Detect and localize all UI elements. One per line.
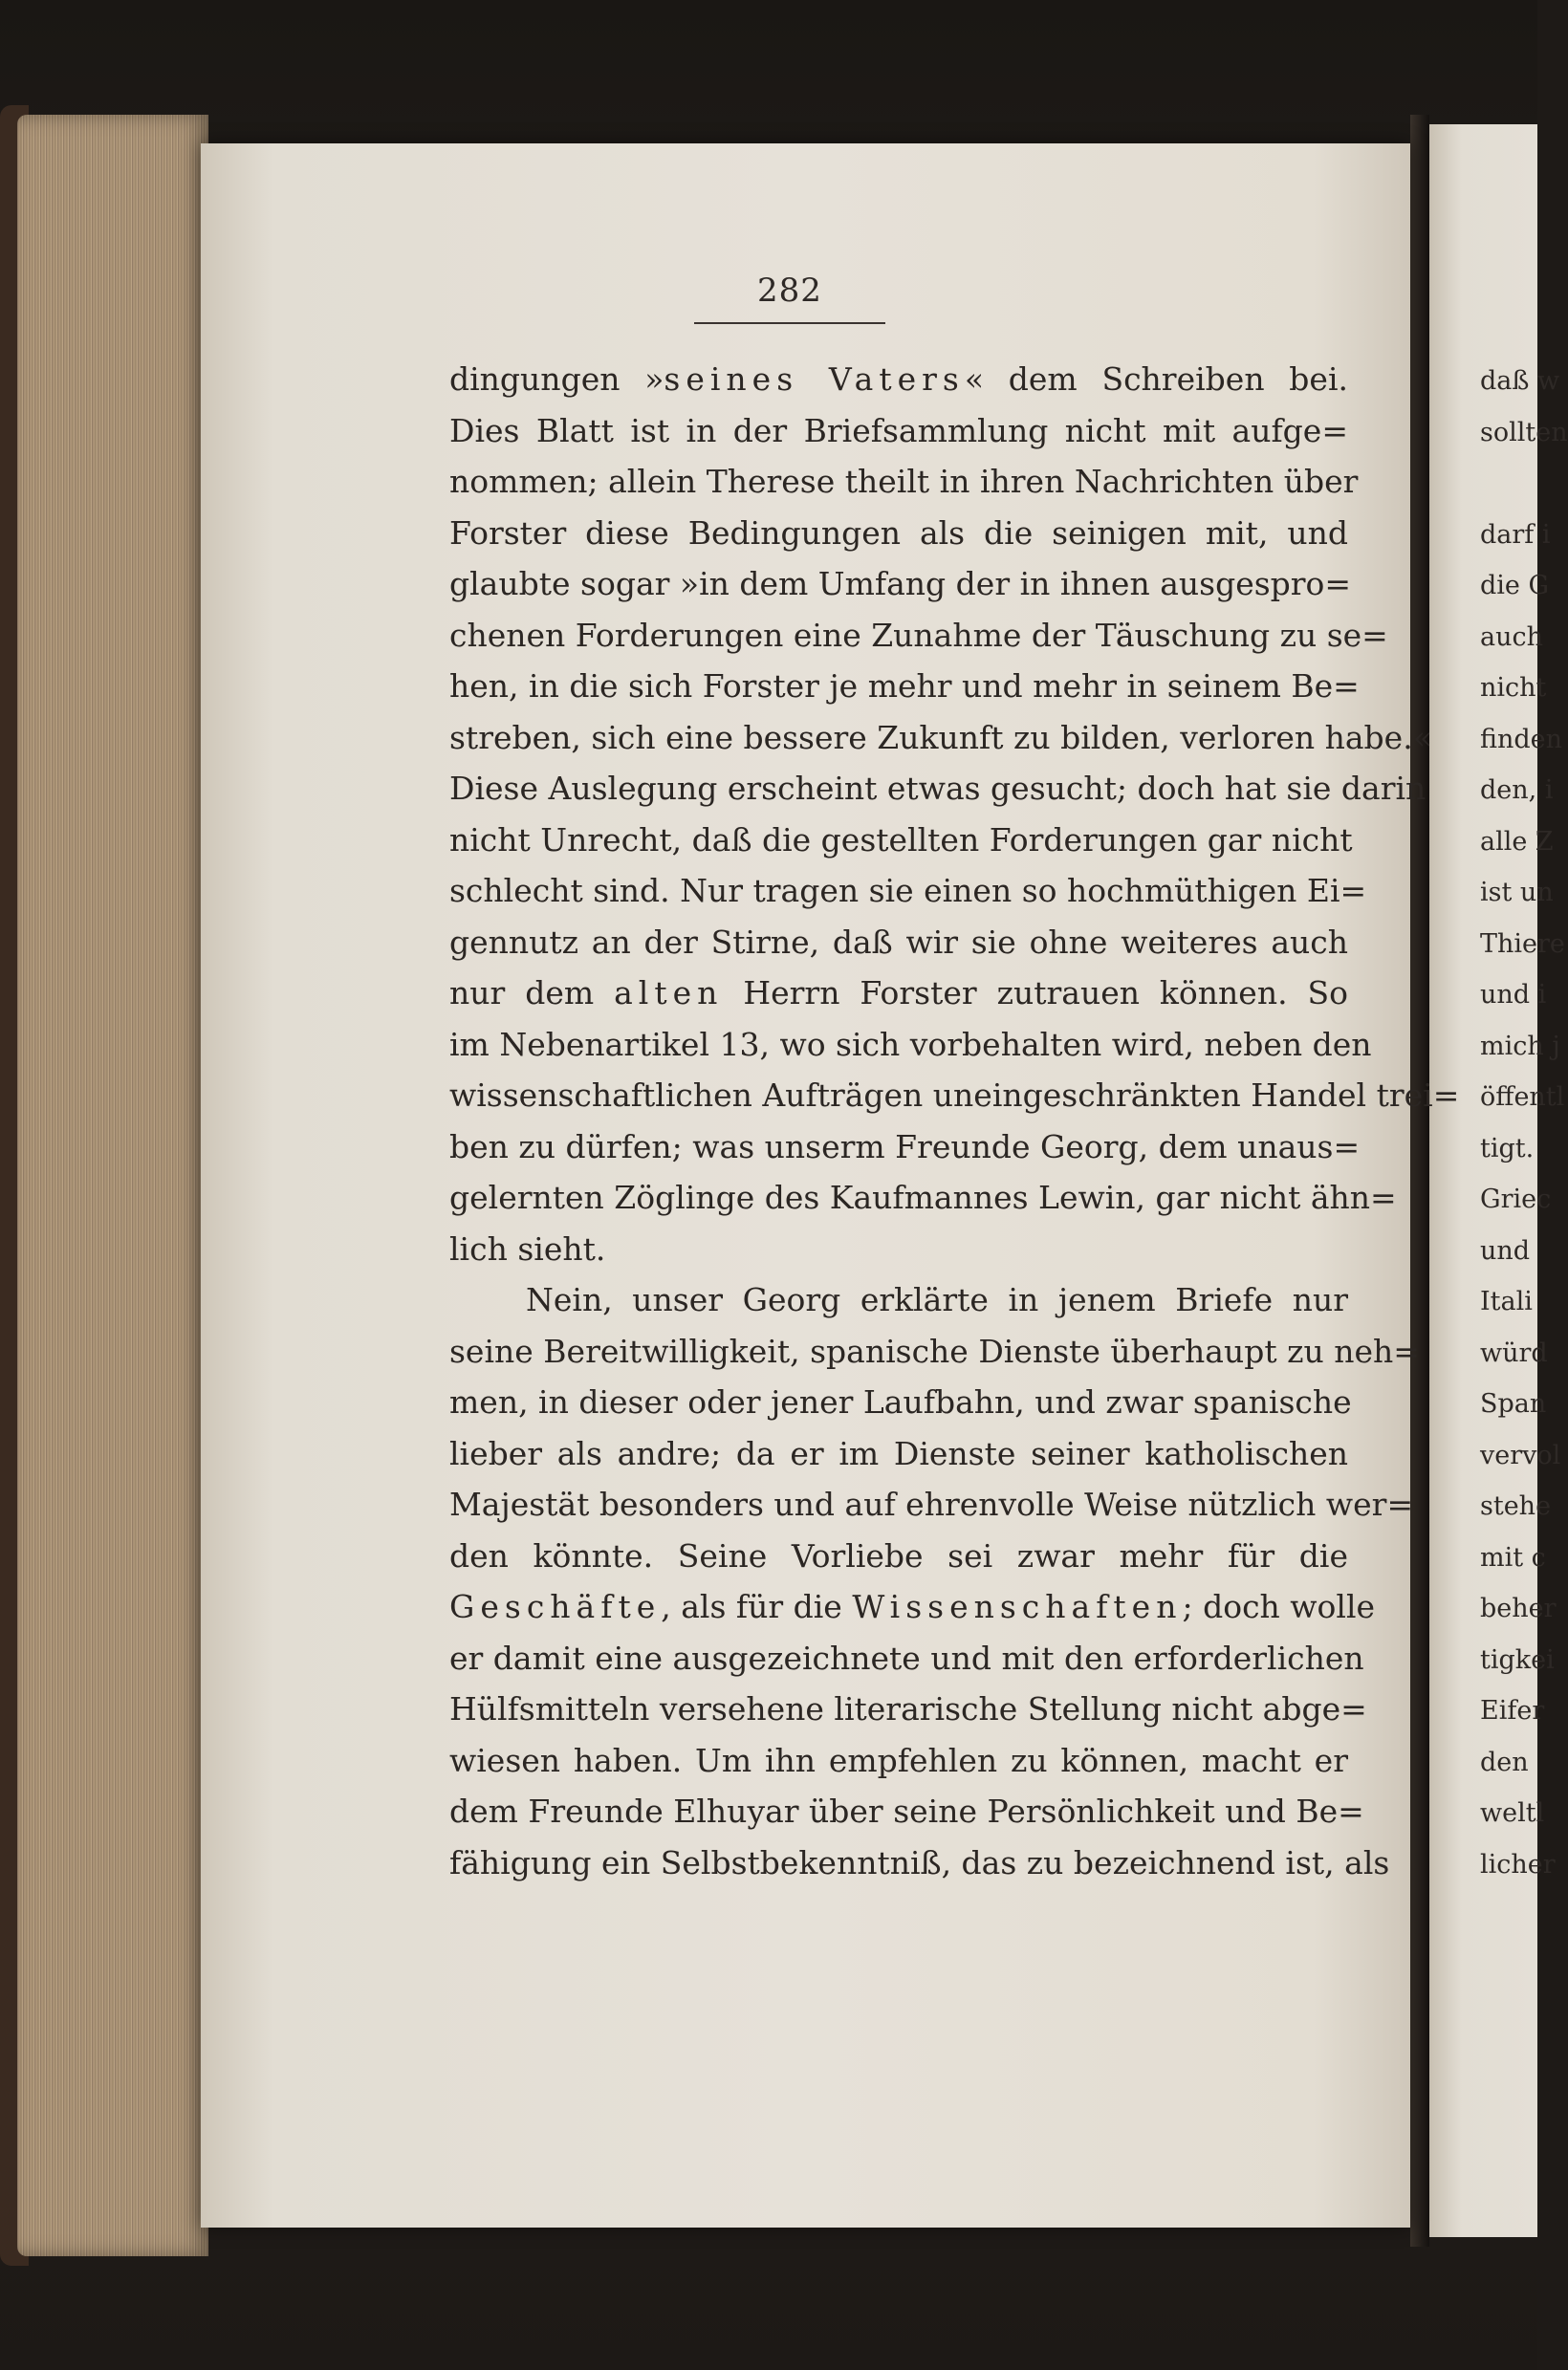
text-line [449, 1274, 1348, 1326]
facing-page-word: und i [1480, 980, 1547, 1010]
facing-page-word: tigt. [1480, 1133, 1535, 1163]
facing-page-word: daß w [1480, 366, 1560, 396]
text-line [449, 1479, 1414, 1531]
text-segment: wiesen haben. Um ihn empfehlen zu können, macht er [449, 1741, 1348, 1779]
text-segment: lich sieht. [449, 1229, 606, 1268]
text-line [449, 1121, 1361, 1173]
facing-page-word: nicht [1480, 673, 1547, 703]
text-line [449, 1531, 1348, 1582]
emphasized-text: seines Vaters [664, 360, 965, 398]
text-line [449, 1786, 1364, 1837]
text-segment: schlecht sind. Nur tragen sie einen so hochmüthigen Ei= [449, 872, 1367, 909]
text-segment: gelernten Zöglinge des Kaufmannes Lewin, gar nicht ähn= [449, 1179, 1397, 1216]
text-line [449, 815, 1353, 866]
facing-page-word: auch [1480, 621, 1543, 652]
page-number: 282 [757, 272, 822, 310]
text-segment: dingungen » [449, 360, 664, 398]
text-line [449, 1224, 1348, 1275]
text-segment: gennutz an der Stirne, daß wir sie ohne weiteres auch [449, 923, 1348, 961]
facing-page-word: mich j [1480, 1031, 1560, 1061]
body-text [449, 354, 1460, 1888]
facing-page-word: darf i [1480, 519, 1551, 550]
text-segment: , als für die [661, 1588, 853, 1625]
text-segment: lieber als andre; da er im Dienste seiner katholischen [449, 1434, 1348, 1472]
text-line [449, 508, 1348, 559]
facing-page-word: weltl [1480, 1798, 1545, 1828]
book-gutter [1410, 115, 1429, 2247]
facing-page-word: Span [1480, 1389, 1547, 1419]
emphasized-text: Geschäfte [449, 1588, 662, 1625]
text-segment: chenen Forderungen eine Zunahme der Täuschung zu se= [449, 616, 1388, 654]
text-segment: ; doch wolle [1182, 1588, 1376, 1625]
facing-page-word: den [1480, 1747, 1529, 1777]
text-segment: « dem Schreiben bei. [964, 360, 1349, 398]
facing-page-word: licher [1480, 1849, 1556, 1880]
text-line [449, 405, 1348, 457]
text-line [449, 354, 1348, 405]
facing-page-word: Itali [1480, 1287, 1533, 1316]
text-line [449, 1684, 1367, 1735]
text-segment: dem Freunde Elhuyar über seine Persönlichkeit und Be= [449, 1793, 1364, 1830]
facing-page-word: den, i [1480, 775, 1554, 805]
facing-page-word: vervol [1480, 1440, 1561, 1470]
page-edges [17, 115, 208, 2256]
text-segment: Majestät besonders und auf ehrenvolle Weise nützlich wer= [449, 1486, 1414, 1523]
text-line [449, 763, 1426, 815]
text-segment: glaubte sogar »in dem Umfang der in ihnen ausgespro= [449, 565, 1352, 602]
facing-page-word: öffentl [1480, 1082, 1565, 1112]
text-segment: men, in dieser oder jener Laufbahn, und zwar spanische [449, 1383, 1352, 1421]
facing-page-word: mit c [1480, 1542, 1546, 1573]
facing-page-word: Thiere [1480, 928, 1565, 959]
facing-page-word: würd [1480, 1337, 1548, 1368]
text-segment: Nein, unser Georg erklärte in jenem Briefe nur [526, 1281, 1348, 1318]
facing-page-word: alle Z [1480, 826, 1554, 857]
text-segment: seine Bereitwilligkeit, spanische Dienste überhaupt zu neh= [449, 1332, 1420, 1370]
text-segment: nommen; allein Therese theilt in ihren Nachrichten über [449, 463, 1359, 500]
text-segment: nur dem [449, 974, 615, 1011]
text-line [449, 712, 1432, 764]
facing-page-word: Griec [1480, 1185, 1552, 1214]
text-line [449, 917, 1348, 968]
facing-page-word: und [1480, 1235, 1531, 1266]
facing-page-word: sollten [1480, 417, 1568, 447]
facing-page-word: tigkei [1480, 1644, 1555, 1675]
text-line [449, 1172, 1397, 1224]
text-line [449, 558, 1352, 610]
text-segment: streben, sich eine bessere Zukunft zu bilden, verloren habe.« [449, 718, 1432, 756]
text-line [449, 1019, 1372, 1071]
emphasized-text: alten [614, 974, 724, 1011]
text-segment: ben zu dürfen; was unserm Freunde Georg, dem unaus= [449, 1127, 1361, 1165]
text-segment: Diese Auslegung erscheint etwas gesucht; doch hat sie darin [449, 770, 1426, 807]
text-line [449, 1428, 1348, 1480]
text-segment: nicht Unrecht, daß die gestellten Forderungen gar nicht [449, 820, 1353, 859]
text-line [449, 1837, 1390, 1889]
facing-page-word [1480, 458, 1537, 510]
facing-page-word: ist un [1480, 878, 1554, 907]
facing-page-word: beher [1480, 1594, 1557, 1623]
text-line [449, 456, 1359, 508]
emphasized-text: Wissenschaften [852, 1588, 1183, 1625]
facing-page-word: stehe [1480, 1491, 1552, 1521]
text-segment: Forster diese Bedingungen als die seinigen mit, und [449, 513, 1348, 552]
text-segment: Dies Blatt ist in der Briefsammlung nicht mit aufge= [449, 411, 1348, 449]
text-segment: wissenschaftlichen Aufträgen uneingeschränkten Handel trei= [449, 1076, 1460, 1114]
text-line [449, 661, 1360, 712]
text-line [449, 968, 1348, 1019]
text-segment: den könnte. Seine Vorliebe sei zwar mehr für die [449, 1536, 1348, 1575]
text-line [449, 1377, 1352, 1428]
text-segment: er damit eine ausgezeichnete und mit den erforderlichen [449, 1639, 1364, 1677]
text-segment: im Nebenartikel 13, wo sich vorbehalten wird, neben den [449, 1025, 1372, 1063]
header-rule [694, 322, 885, 324]
facing-page-word: finden [1480, 724, 1563, 754]
facing-page-word: Eifer [1480, 1696, 1545, 1726]
text-line [449, 1633, 1364, 1685]
text-line [449, 865, 1367, 917]
text-line [449, 610, 1388, 662]
text-line [449, 1581, 1376, 1633]
text-line [449, 1735, 1348, 1787]
text-line [449, 1326, 1420, 1378]
text-segment: Hülfsmitteln versehene literarische Stellung nicht abge= [449, 1690, 1367, 1728]
facing-page-text [1480, 356, 1568, 1890]
text-line [449, 1070, 1460, 1121]
text-segment: hen, in die sich Forster je mehr und mehr in seinem Be= [449, 667, 1360, 705]
facing-page-word: die G [1480, 571, 1550, 600]
text-segment: Herrn Forster zutrauen können. So [723, 974, 1348, 1011]
text-segment: fähigung ein Selbstbekenntniß, das zu bezeichnend ist, als [449, 1843, 1390, 1881]
